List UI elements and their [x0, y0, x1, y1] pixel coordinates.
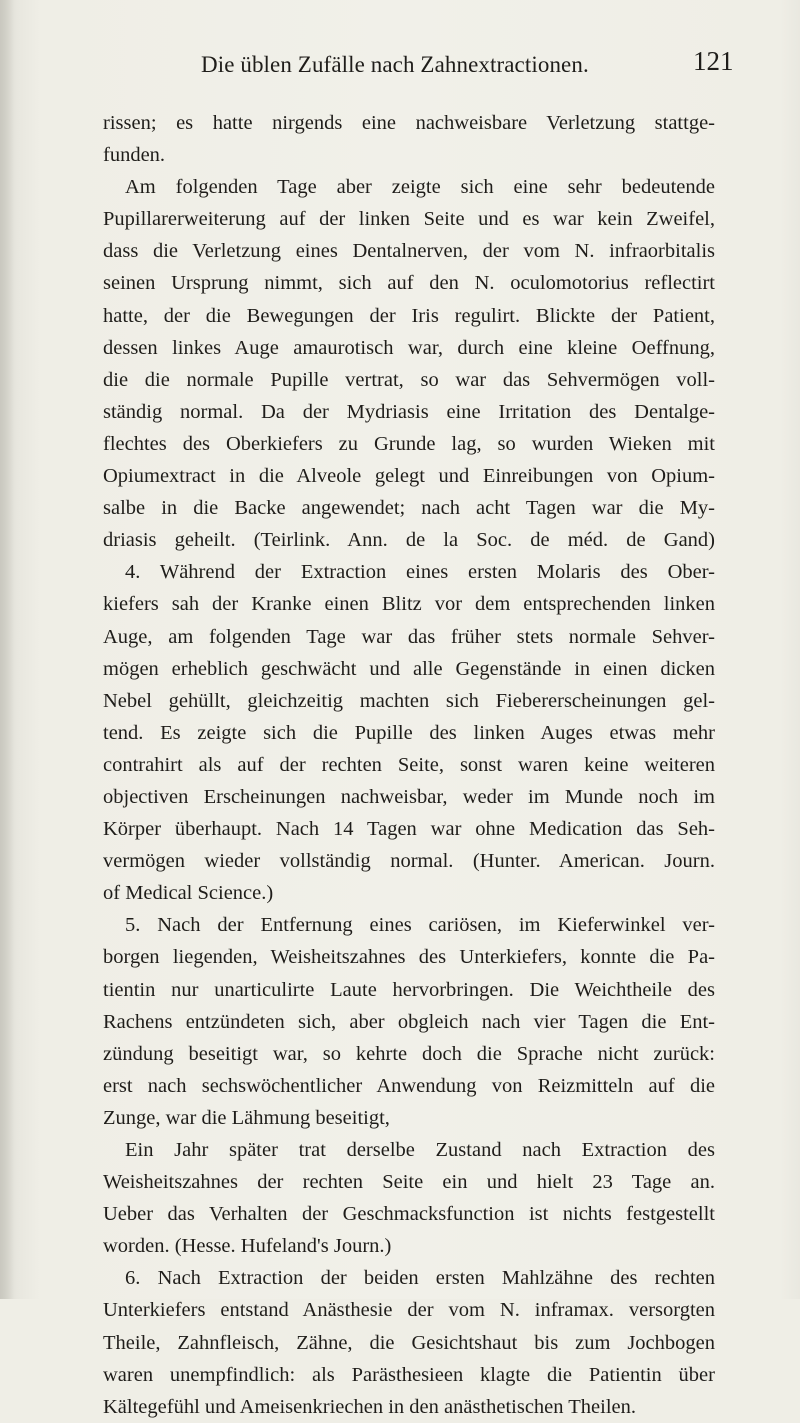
text-line: Kältegefühl und Ameisenkriechen in den anästhetischen Theilen. — [103, 1395, 637, 1418]
text-line: Zunge, war die Lähmung beseitigt, — [103, 1106, 390, 1129]
text-line: Auge, am folgenden Tage war das früher stets normale Sehver- — [103, 625, 715, 648]
text-line: worden. (Hesse. Hufeland's Journ.) — [103, 1235, 392, 1258]
text-line: tend. Es zeigte sich die Pupille des linken Auges etwas mehr — [103, 721, 715, 744]
text-line: dass die Verletzung eines Dentalnerven, der vom N. infraorbitalis — [103, 240, 715, 263]
text-line: Opiumextract in die Alveole gelegt und Einreibungen von Opium- — [103, 465, 715, 488]
text-line: of Medical Science.) — [103, 882, 274, 905]
running-head — [0, 40, 800, 80]
text-line: 4. Während der Extraction eines ersten Molaris des Ober- — [125, 561, 715, 584]
text-line: hatte, der die Bewegungen der Iris regulirt. Blickte der Patient, — [103, 304, 715, 327]
text-line: Ein Jahr später trat derselbe Zustand nach Extraction des — [125, 1139, 715, 1161]
text-line: waren unempfindlich: als Parästhesieen klagte die Patientin über — [103, 1363, 715, 1386]
text-line: tientin nur unarticulirte Laute hervorbringen. Die Weichtheile des — [103, 978, 715, 1001]
text-line: 6. Nach Extraction der beiden ersten Mahlzähne des rechten — [125, 1267, 715, 1290]
text-line: Nebel gehüllt, gleichzeitig machten sich Fiebererscheinungen gel- — [103, 689, 715, 712]
text-line: Körper überhaupt. Nach 14 Tagen war ohne Medication das Seh- — [103, 818, 715, 841]
running-title: Die üblen Zufälle nach Zahnextractionen. — [201, 52, 589, 77]
text-line: contrahirt als auf der rechten Seite, sonst waren keine weiteren — [103, 753, 715, 776]
text-line: Weisheitszahnes der rechten Seite ein und hielt 23 Tage an. — [103, 1171, 715, 1194]
text-line: salbe in die Backe angewendet; nach acht Tagen war die My- — [103, 497, 715, 520]
text-line: erst nach sechswöchentlicher Anwendung von Reizmitteln auf die — [103, 1074, 715, 1097]
text-line: seinen Ursprung nimmt, sich auf den N. oculomotorius reflectirt — [103, 272, 715, 295]
text-line: zündung beseitigt war, so kehrte doch die Sprache nicht zurück: — [103, 1042, 715, 1065]
text-line: Am folgenden Tage aber zeigte sich eine sehr bedeutende — [125, 176, 715, 199]
text-line: mögen erheblich geschwächt und alle Gegenstände in einen dicken — [103, 657, 715, 680]
text-line: Rachens entzündeten sich, aber obgleich nach vier Tagen die Ent- — [103, 1010, 715, 1033]
text-line: objectiven Erscheinungen nachweisbar, weder im Munde noch im — [103, 785, 715, 808]
text-line: Theile, Zahnfleisch, Zähne, die Gesichtshaut bis zum Jochbogen — [103, 1331, 715, 1354]
text-line: funden. — [103, 144, 166, 167]
text-line: Pupillarerweiterung auf der linken Seite und es war kein Zweifel, — [103, 208, 715, 231]
page-number: 121 — [693, 46, 734, 76]
text-line: 5. Nach der Entfernung eines cariösen, im Kieferwinkel ver- — [125, 914, 715, 937]
text-line: rissen; es hatte nirgends eine nachweisbare Verletzung stattge- — [103, 112, 715, 134]
text-line: flechtes des Oberkiefers zu Grunde lag, so wurden Wieken mit — [103, 432, 715, 455]
text-line: dessen linkes Auge amaurotisch war, durch eine kleine Oeffnung, — [103, 336, 715, 359]
text-line: kiefers sah der Kranke einen Blitz vor dem entsprechenden linken — [103, 593, 715, 616]
page-gutter-shadow — [0, 0, 14, 1299]
text-line: ständig normal. Da der Mydriasis eine Irritation des Dentalge- — [103, 400, 715, 423]
text-line: die die normale Pupille vertrat, so war das Sehvermögen voll- — [103, 368, 715, 391]
text-line: Ueber das Verhalten der Geschmacksfunction ist nichts festgestellt — [103, 1203, 715, 1226]
text-line: borgen liegenden, Weisheitszahnes des Unterkiefers, konnte die Pa- — [103, 946, 715, 969]
text-line: vermögen wieder vollständig normal. (Hunter. American. Journ. — [103, 850, 715, 873]
text-line: driasis geheilt. (Teirlink. Ann. de la Soc. de méd. de Gand) — [103, 529, 715, 552]
body-text — [103, 107, 715, 1423]
text-line: Unterkiefers entstand Anästhesie der vom N. inframax. versorgten — [103, 1299, 715, 1322]
